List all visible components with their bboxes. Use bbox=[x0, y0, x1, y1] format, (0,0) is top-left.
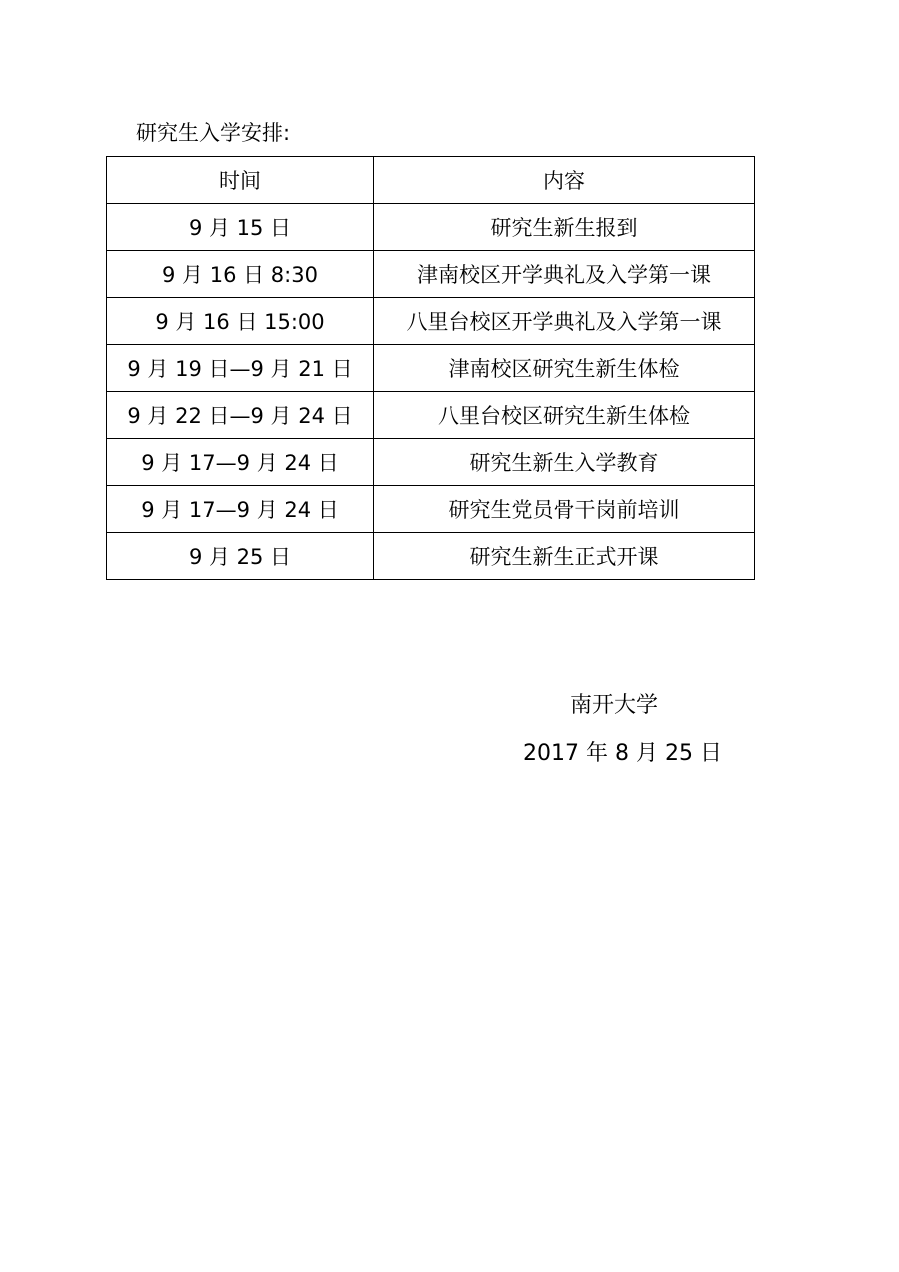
time-cell: 9 月 16 日 8:30 bbox=[107, 251, 374, 298]
signature-organization: 南开大学 bbox=[570, 693, 659, 718]
table-row bbox=[107, 533, 755, 580]
time-cell: 9 月 25 日 bbox=[107, 533, 374, 580]
column-header-time: 时间 bbox=[107, 157, 374, 204]
time-cell: 9 月 17—9 月 24 日 bbox=[107, 486, 374, 533]
table-row bbox=[107, 486, 755, 533]
table-row bbox=[107, 439, 755, 486]
signature-date: 2017 年 8 月 25 日 bbox=[523, 741, 722, 766]
time-cell: 9 月 19 日—9 月 21 日 bbox=[107, 345, 374, 392]
content-cell: 研究生党员骨干岗前培训 bbox=[374, 486, 755, 533]
table-row bbox=[107, 392, 755, 439]
schedule-heading: 研究生入学安排: bbox=[136, 121, 291, 145]
column-header-content: 内容 bbox=[374, 157, 755, 204]
content-cell: 八里台校区研究生新生体检 bbox=[374, 392, 755, 439]
time-cell: 9 月 17—9 月 24 日 bbox=[107, 439, 374, 486]
table-row bbox=[107, 345, 755, 392]
time-cell: 9 月 15 日 bbox=[107, 204, 374, 251]
content-cell: 研究生新生报到 bbox=[374, 204, 755, 251]
content-cell: 津南校区开学典礼及入学第一课 bbox=[374, 251, 755, 298]
content-cell: 津南校区研究生新生体检 bbox=[374, 345, 755, 392]
table-row bbox=[107, 298, 755, 345]
table-row bbox=[107, 251, 755, 298]
content-cell: 研究生新生入学教育 bbox=[374, 439, 755, 486]
table-header-row bbox=[107, 157, 755, 204]
time-cell: 9 月 22 日—9 月 24 日 bbox=[107, 392, 374, 439]
schedule-table bbox=[106, 156, 755, 580]
time-cell: 9 月 16 日 15:00 bbox=[107, 298, 374, 345]
content-cell: 八里台校区开学典礼及入学第一课 bbox=[374, 298, 755, 345]
content-cell: 研究生新生正式开课 bbox=[374, 533, 755, 580]
table-row bbox=[107, 204, 755, 251]
